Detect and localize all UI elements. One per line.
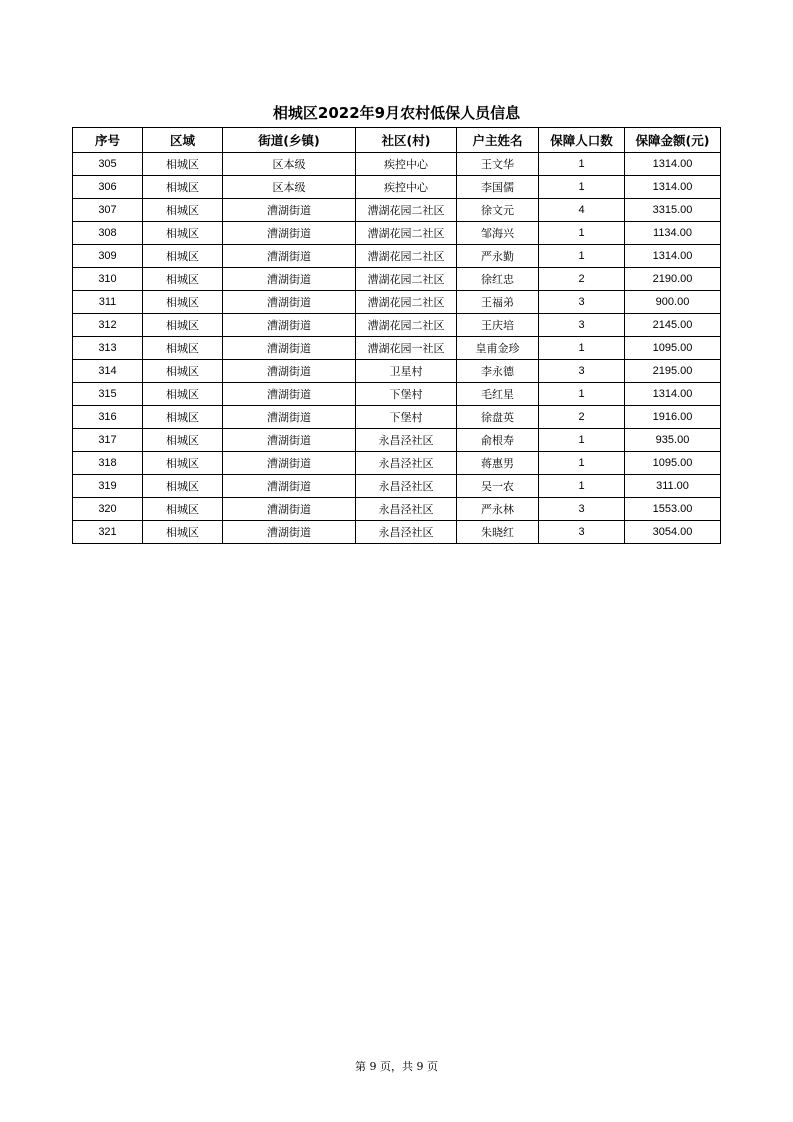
cell-amount: 2190.00 bbox=[625, 268, 721, 291]
cell-covered-persons: 1 bbox=[539, 176, 625, 199]
cell-street-town: 漕湖街道 bbox=[223, 337, 356, 360]
cell-street-town: 漕湖街道 bbox=[223, 406, 356, 429]
cell-household-head: 俞根寿 bbox=[457, 429, 539, 452]
cell-street-town: 漕湖街道 bbox=[223, 475, 356, 498]
cell-community-village: 永昌泾社区 bbox=[356, 429, 457, 452]
cell-district: 相城区 bbox=[143, 268, 223, 291]
cell-amount: 1095.00 bbox=[625, 337, 721, 360]
table-row bbox=[73, 406, 721, 429]
cell-district: 相城区 bbox=[143, 521, 223, 544]
cell-amount: 1314.00 bbox=[625, 245, 721, 268]
header-community-village: 社区(村) bbox=[356, 128, 457, 153]
cell-district: 相城区 bbox=[143, 245, 223, 268]
cell-serial-no: 316 bbox=[73, 406, 143, 429]
cell-serial-no: 308 bbox=[73, 222, 143, 245]
cell-household-head: 王文华 bbox=[457, 153, 539, 176]
cell-amount: 2145.00 bbox=[625, 314, 721, 337]
cell-covered-persons: 3 bbox=[539, 498, 625, 521]
cell-covered-persons: 3 bbox=[539, 360, 625, 383]
subsistence-roster-table bbox=[72, 127, 721, 544]
cell-household-head: 朱晓红 bbox=[457, 521, 539, 544]
cell-amount: 900.00 bbox=[625, 291, 721, 314]
header-district: 区域 bbox=[143, 128, 223, 153]
cell-serial-no: 315 bbox=[73, 383, 143, 406]
cell-district: 相城区 bbox=[143, 406, 223, 429]
cell-covered-persons: 1 bbox=[539, 222, 625, 245]
cell-amount: 1314.00 bbox=[625, 383, 721, 406]
table-row bbox=[73, 176, 721, 199]
cell-household-head: 邹海兴 bbox=[457, 222, 539, 245]
cell-covered-persons: 1 bbox=[539, 383, 625, 406]
table-row bbox=[73, 360, 721, 383]
cell-street-town: 漕湖街道 bbox=[223, 383, 356, 406]
cell-household-head: 严永勤 bbox=[457, 245, 539, 268]
cell-community-village: 卫星村 bbox=[356, 360, 457, 383]
cell-household-head: 徐盘英 bbox=[457, 406, 539, 429]
cell-covered-persons: 1 bbox=[539, 429, 625, 452]
cell-household-head: 王庆培 bbox=[457, 314, 539, 337]
cell-community-village: 疾控中心 bbox=[356, 153, 457, 176]
table-row bbox=[73, 429, 721, 452]
table-row bbox=[73, 314, 721, 337]
cell-serial-no: 310 bbox=[73, 268, 143, 291]
table-row bbox=[73, 383, 721, 406]
cell-amount: 1314.00 bbox=[625, 153, 721, 176]
cell-amount: 3054.00 bbox=[625, 521, 721, 544]
cell-serial-no: 318 bbox=[73, 452, 143, 475]
cell-district: 相城区 bbox=[143, 291, 223, 314]
cell-serial-no: 319 bbox=[73, 475, 143, 498]
cell-street-town: 漕湖街道 bbox=[223, 222, 356, 245]
cell-amount: 3315.00 bbox=[625, 199, 721, 222]
cell-covered-persons: 4 bbox=[539, 199, 625, 222]
cell-street-town: 漕湖街道 bbox=[223, 199, 356, 222]
document-title: 相城区2022年9月农村低保人员信息 bbox=[272, 104, 521, 122]
table-body bbox=[73, 153, 721, 544]
cell-street-town: 漕湖街道 bbox=[223, 521, 356, 544]
cell-household-head: 徐文元 bbox=[457, 199, 539, 222]
cell-serial-no: 305 bbox=[73, 153, 143, 176]
cell-district: 相城区 bbox=[143, 452, 223, 475]
table-row bbox=[73, 452, 721, 475]
cell-community-village: 漕湖花园二社区 bbox=[356, 291, 457, 314]
cell-serial-no: 307 bbox=[73, 199, 143, 222]
cell-community-village: 下堡村 bbox=[356, 406, 457, 429]
cell-community-village: 漕湖花园二社区 bbox=[356, 222, 457, 245]
cell-community-village: 漕湖花园二社区 bbox=[356, 199, 457, 222]
header-household-head: 户主姓名 bbox=[457, 128, 539, 153]
table-row bbox=[73, 475, 721, 498]
cell-street-town: 漕湖街道 bbox=[223, 291, 356, 314]
cell-household-head: 毛红星 bbox=[457, 383, 539, 406]
table-row bbox=[73, 245, 721, 268]
header-amount: 保障金额(元) bbox=[625, 128, 721, 153]
table-row bbox=[73, 337, 721, 360]
cell-household-head: 徐红忠 bbox=[457, 268, 539, 291]
cell-serial-no: 321 bbox=[73, 521, 143, 544]
cell-household-head: 蒋惠男 bbox=[457, 452, 539, 475]
table-row bbox=[73, 521, 721, 544]
cell-amount: 935.00 bbox=[625, 429, 721, 452]
cell-street-town: 区本级 bbox=[223, 153, 356, 176]
cell-household-head: 吴一农 bbox=[457, 475, 539, 498]
table-row bbox=[73, 291, 721, 314]
cell-district: 相城区 bbox=[143, 199, 223, 222]
cell-community-village: 永昌泾社区 bbox=[356, 521, 457, 544]
table-row bbox=[73, 268, 721, 291]
table-row bbox=[73, 222, 721, 245]
cell-district: 相城区 bbox=[143, 153, 223, 176]
cell-community-village: 永昌泾社区 bbox=[356, 452, 457, 475]
cell-covered-persons: 3 bbox=[539, 291, 625, 314]
cell-community-village: 永昌泾社区 bbox=[356, 475, 457, 498]
cell-district: 相城区 bbox=[143, 337, 223, 360]
cell-district: 相城区 bbox=[143, 176, 223, 199]
cell-district: 相城区 bbox=[143, 429, 223, 452]
cell-district: 相城区 bbox=[143, 222, 223, 245]
cell-covered-persons: 1 bbox=[539, 153, 625, 176]
cell-amount: 2195.00 bbox=[625, 360, 721, 383]
page-number-footer: 第 9 页，共 9 页 bbox=[355, 1060, 438, 1073]
table-row bbox=[73, 153, 721, 176]
cell-community-village: 漕湖花园二社区 bbox=[356, 268, 457, 291]
cell-street-town: 漕湖街道 bbox=[223, 268, 356, 291]
cell-community-village: 疾控中心 bbox=[356, 176, 457, 199]
cell-amount: 311.00 bbox=[625, 475, 721, 498]
cell-street-town: 漕湖街道 bbox=[223, 360, 356, 383]
cell-street-town: 区本级 bbox=[223, 176, 356, 199]
cell-community-village: 漕湖花园二社区 bbox=[356, 314, 457, 337]
cell-serial-no: 317 bbox=[73, 429, 143, 452]
cell-amount: 1916.00 bbox=[625, 406, 721, 429]
cell-household-head: 李国儒 bbox=[457, 176, 539, 199]
cell-district: 相城区 bbox=[143, 498, 223, 521]
table-row bbox=[73, 199, 721, 222]
cell-covered-persons: 1 bbox=[539, 245, 625, 268]
cell-household-head: 王福弟 bbox=[457, 291, 539, 314]
cell-community-village: 永昌泾社区 bbox=[356, 498, 457, 521]
cell-covered-persons: 3 bbox=[539, 314, 625, 337]
cell-street-town: 漕湖街道 bbox=[223, 429, 356, 452]
cell-covered-persons: 1 bbox=[539, 337, 625, 360]
header-covered-persons: 保障人口数 bbox=[539, 128, 625, 153]
cell-district: 相城区 bbox=[143, 314, 223, 337]
cell-covered-persons: 2 bbox=[539, 268, 625, 291]
cell-street-town: 漕湖街道 bbox=[223, 245, 356, 268]
cell-district: 相城区 bbox=[143, 383, 223, 406]
table-row bbox=[73, 498, 721, 521]
cell-street-town: 漕湖街道 bbox=[223, 314, 356, 337]
cell-community-village: 下堡村 bbox=[356, 383, 457, 406]
cell-serial-no: 314 bbox=[73, 360, 143, 383]
header-street-town: 街道(乡镇) bbox=[223, 128, 356, 153]
cell-district: 相城区 bbox=[143, 475, 223, 498]
cell-household-head: 李永德 bbox=[457, 360, 539, 383]
cell-community-village: 漕湖花园一社区 bbox=[356, 337, 457, 360]
cell-serial-no: 312 bbox=[73, 314, 143, 337]
cell-district: 相城区 bbox=[143, 360, 223, 383]
cell-street-town: 漕湖街道 bbox=[223, 452, 356, 475]
cell-amount: 1314.00 bbox=[625, 176, 721, 199]
cell-serial-no: 311 bbox=[73, 291, 143, 314]
cell-serial-no: 320 bbox=[73, 498, 143, 521]
cell-serial-no: 306 bbox=[73, 176, 143, 199]
cell-covered-persons: 3 bbox=[539, 521, 625, 544]
cell-street-town: 漕湖街道 bbox=[223, 498, 356, 521]
cell-household-head: 皇甫金珍 bbox=[457, 337, 539, 360]
table-header-row bbox=[73, 128, 721, 153]
cell-covered-persons: 1 bbox=[539, 475, 625, 498]
cell-covered-persons: 1 bbox=[539, 452, 625, 475]
cell-amount: 1134.00 bbox=[625, 222, 721, 245]
cell-covered-persons: 2 bbox=[539, 406, 625, 429]
cell-serial-no: 313 bbox=[73, 337, 143, 360]
cell-amount: 1553.00 bbox=[625, 498, 721, 521]
header-serial-no: 序号 bbox=[73, 128, 143, 153]
cell-serial-no: 309 bbox=[73, 245, 143, 268]
cell-household-head: 严永林 bbox=[457, 498, 539, 521]
cell-community-village: 漕湖花园二社区 bbox=[356, 245, 457, 268]
cell-amount: 1095.00 bbox=[625, 452, 721, 475]
